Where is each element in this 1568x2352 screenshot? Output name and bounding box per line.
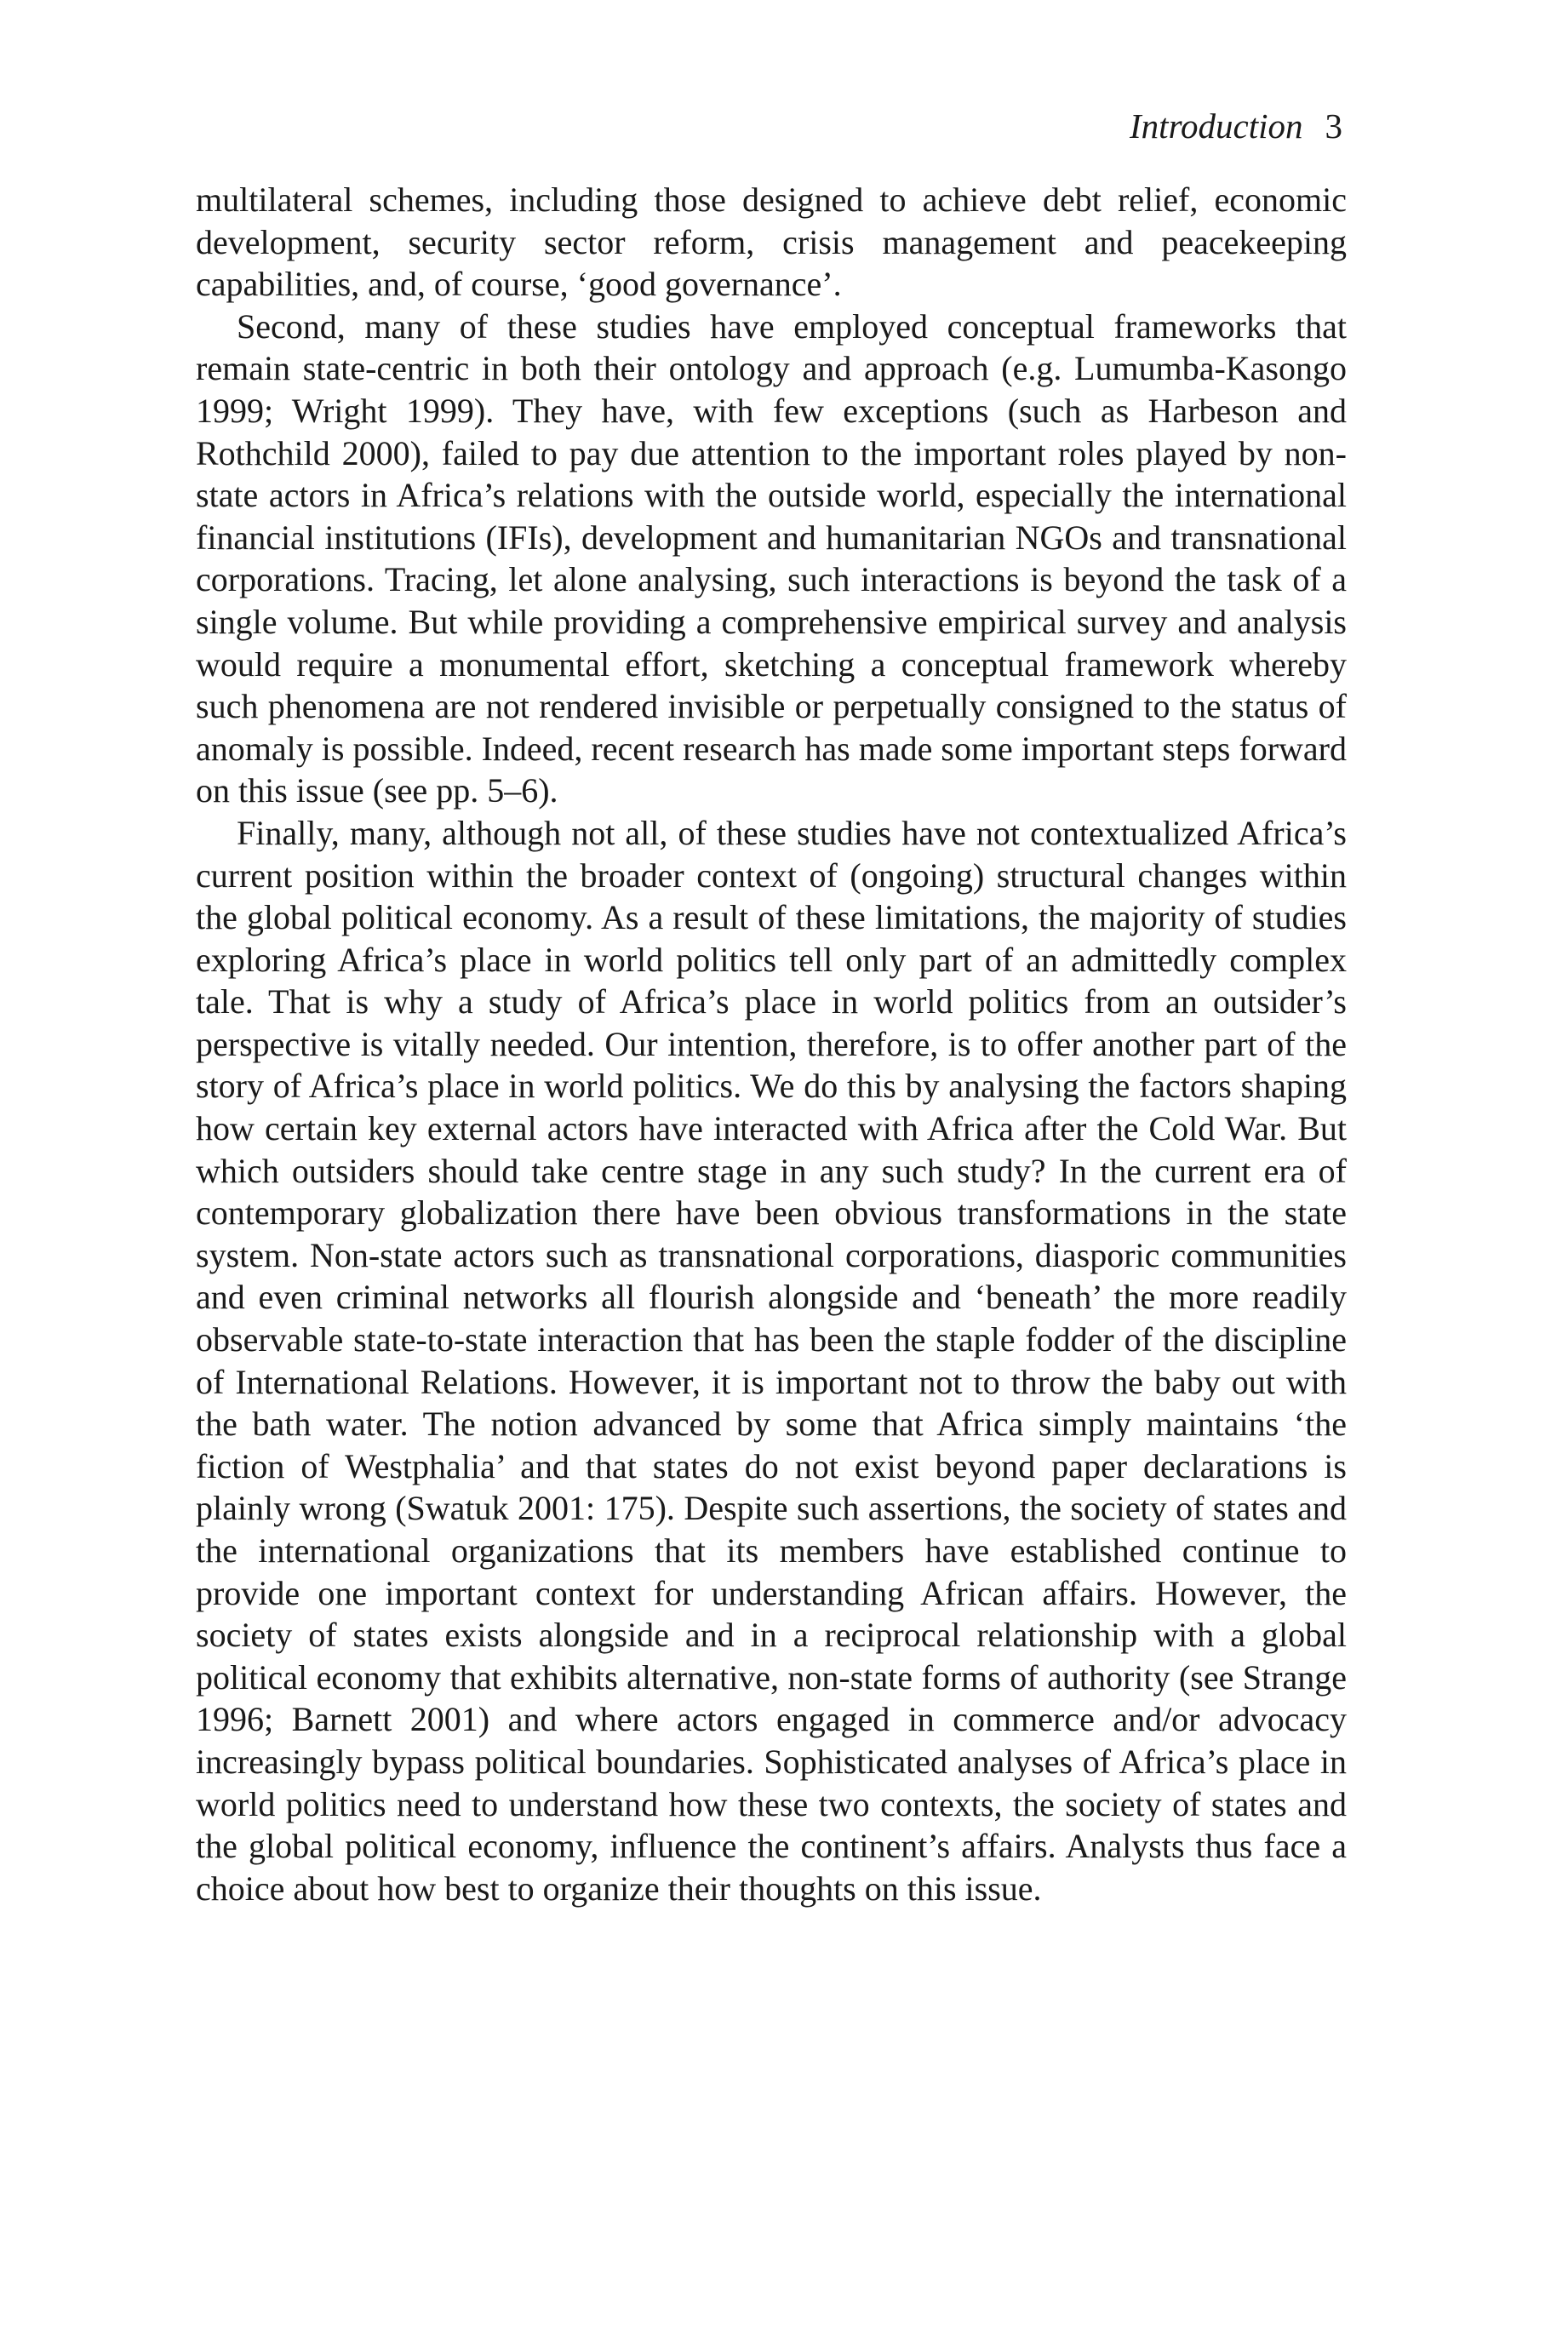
page-number: 3 bbox=[1325, 106, 1342, 146]
paragraph-finally: Finally, many, although not all, of these studies have not contextualized Africa’s current position within the broader context of (ongoing) structural changes within the global political economy. As a result of these limitations, the majority of studies exploring Africa’s place in world politics tell only part of an admittedly complex tale. That is why a study of Africa’s place in world politics from an outsider’s perspective is vitally needed. Our intention, therefore, is to offer another part of the story of Africa’s place in world politics. We do this by analysing the factors shaping how certain key external actors have interacted with Africa after the Cold War. But which outsiders should take centre stage in any such study? In the current era of contemporary globalization there have been obvious transformations in the state system. Non-state actors such as transnational corporations, diasporic communities and even criminal networks all flourish alongside and ‘beneath’ the more readily observable state-to-state interaction that has been the staple fodder of the discipline of International Relations. However, it is important not to throw the baby out with the bath water. The notion advanced by some that Africa simply maintains ‘the fiction of Westphalia’ and that states do not exist beyond paper declarations is plainly wrong (Swatuk 2001: 175). Despite such assertions, the society of states and the international organizations that its members have established continue to provide one important context for understanding African affairs. However, the society of states exists alongside and in a reciprocal relationship with a global political economy that exhibits alternative, non-state forms of authority (see Strange 1996; Barnett 2001) and where actors engaged in commerce and/or advocacy increasingly bypass political boundaries. Sophisticated analyses of Africa’s place in world politics need to understand how these two contexts, the society of states and the global political economy, influence the continent’s affairs. Analysts thus face a choice about how best to organize their thoughts on this issue. bbox=[196, 813, 1347, 1908]
body-text bbox=[196, 179, 1347, 1909]
running-head-section-title: Introduction bbox=[1130, 106, 1303, 146]
running-head bbox=[1130, 106, 1342, 146]
paragraph-continued: multilateral schemes, including those designed to achieve debt relief, economic development, security sector reform, crisis management and peacekeeping capabilities, and, of course, ‘good governance’. bbox=[196, 180, 1347, 304]
paragraph-second-point: Second, many of these studies have employed conceptual frameworks that remain state-centric in both their ontology and approach (e.g. Lumumba-Kasongo 1999; Wright 1999). They have, with few exceptions (such as Harbeson and Rothchild 2000), failed to pay due attention to the important roles played by non-state actors in Africa’s relations with the outside world, especially the international financial institutions (IFIs), development and humanitarian NGOs and transnational corporations. Tracing, let alone analysing, such interactions is beyond the task of a single volume. But while providing a comprehensive empirical survey and analysis would require a monumental effort, sketching a conceptual framework whereby such phenomena are not rendered invisible or perpetually consigned to the status of anomaly is possible. Indeed, recent research has made some important steps forward on this issue (see pp. 5–6). bbox=[196, 306, 1347, 810]
